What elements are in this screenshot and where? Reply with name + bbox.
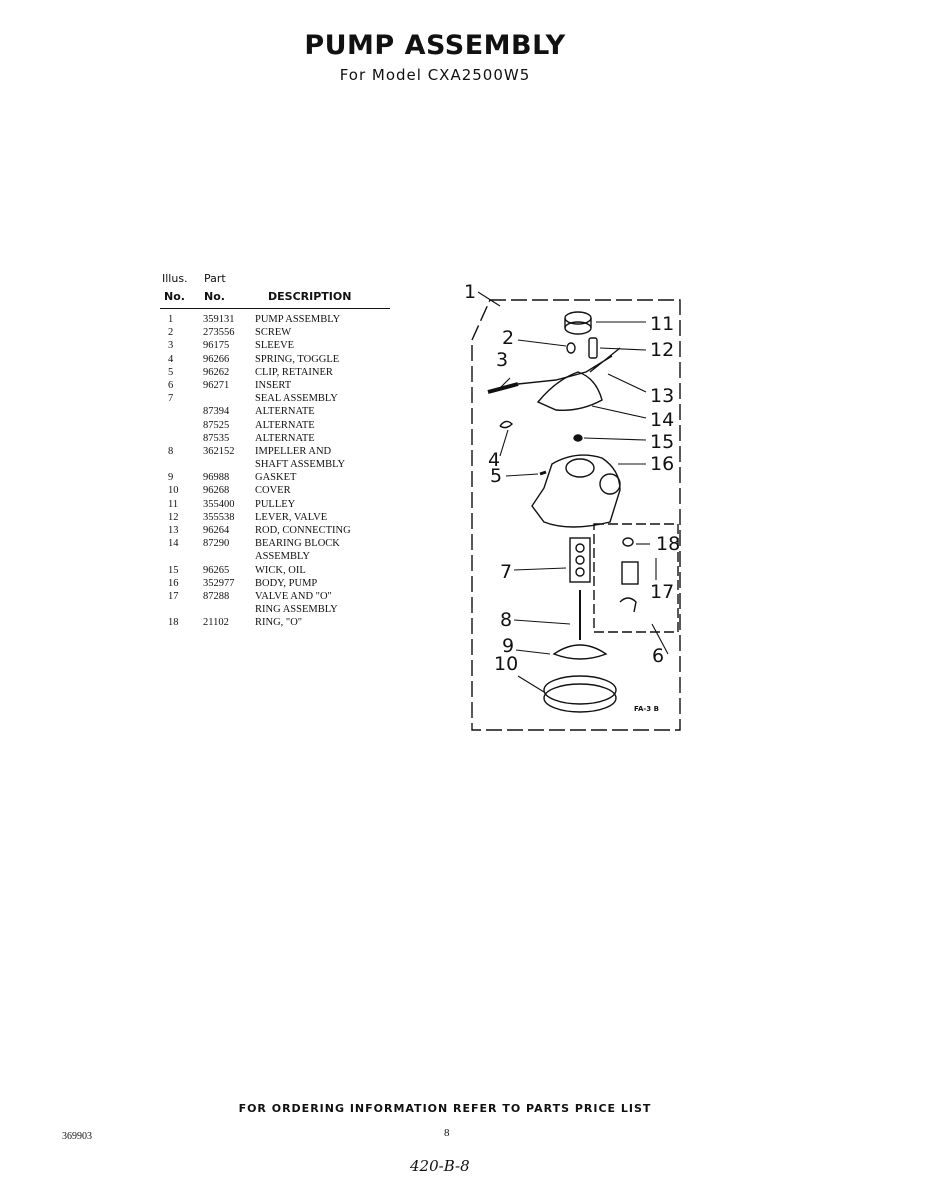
page-number: 8 — [444, 1127, 450, 1139]
table-row — [160, 393, 390, 406]
page-title: PUMP ASSEMBLY — [304, 30, 566, 61]
table-row — [160, 472, 390, 485]
table-row — [160, 420, 390, 433]
item-number: 6 — [168, 379, 174, 391]
item-number: 3 — [168, 340, 174, 352]
item-number: 12 — [168, 511, 179, 523]
valve-lever-icon — [589, 338, 597, 358]
table-row — [160, 354, 390, 367]
part-number: 96264 — [203, 525, 230, 536]
part-number: 352977 — [203, 577, 235, 589]
item-number: 7 — [168, 393, 174, 405]
callout-4: 4 — [488, 449, 501, 471]
table-row — [160, 525, 390, 538]
part-number: 96266 — [203, 353, 230, 365]
table-row — [160, 551, 390, 564]
item-number: 9 — [168, 472, 174, 484]
part-number: 355400 — [203, 498, 235, 510]
part-number: 96262 — [203, 366, 230, 378]
header-description: DESCRIPTION — [268, 290, 352, 303]
part-number: 96988 — [203, 472, 230, 484]
cover-icon — [544, 676, 616, 712]
part-description: ALTERNATE — [255, 432, 315, 444]
part-description: LEVER, VALVE — [255, 511, 328, 523]
item-number: 17 — [168, 590, 179, 602]
callout-17: 17 — [650, 581, 675, 603]
screw-icon — [567, 343, 575, 353]
part-number: 96175 — [203, 340, 230, 352]
part-number: 96271 — [203, 379, 230, 391]
toggle-spring-icon — [500, 421, 512, 427]
table-row — [160, 565, 390, 578]
part-description: SLEEVE — [255, 340, 295, 352]
part-description: IMPELLER AND — [255, 445, 332, 457]
exploded-parts-diagram — [460, 280, 700, 740]
header-part-no: No. — [204, 290, 225, 303]
part-description: GASKET — [255, 472, 297, 484]
part-number: 96265 — [203, 564, 230, 576]
table-row — [160, 485, 390, 498]
item-number: 13 — [168, 525, 179, 536]
callout-5: 5 — [490, 465, 503, 487]
part-description: BEARING BLOCK — [255, 538, 340, 550]
callout-10: 10 — [494, 653, 519, 675]
table-row — [160, 512, 390, 525]
item-number: 14 — [168, 538, 179, 550]
header-rule — [160, 308, 390, 309]
item-number: 2 — [168, 327, 174, 339]
part-number: 362152 — [203, 445, 235, 457]
table-row — [160, 617, 390, 630]
connecting-rod-icon — [518, 348, 620, 384]
table-row — [160, 538, 390, 551]
table-row — [160, 327, 390, 340]
part-description: SHAFT ASSEMBLY — [255, 459, 346, 471]
pump-body-icon — [532, 455, 620, 527]
part-description: WICK, OIL — [255, 564, 306, 576]
table-row — [160, 340, 390, 353]
part-number: 355538 — [203, 511, 235, 523]
part-number: 87525 — [203, 419, 230, 431]
handwritten-note: 420-B-8 — [410, 1157, 470, 1175]
impeller-icon — [554, 645, 606, 659]
callout-7: 7 — [500, 561, 513, 583]
header-illus-no: No. — [164, 290, 185, 303]
table-row — [160, 591, 390, 604]
item-number: 4 — [168, 353, 174, 365]
part-number: 87535 — [203, 432, 230, 444]
callout-12: 12 — [650, 339, 675, 361]
callout-16: 16 — [650, 453, 675, 475]
header-part: Part — [204, 272, 226, 285]
item-number: 18 — [168, 617, 179, 629]
table-row — [160, 604, 390, 617]
table-row — [160, 578, 390, 591]
part-number: 87394 — [203, 406, 230, 418]
part-description: SCREW — [255, 327, 292, 339]
callout-13: 13 — [650, 385, 675, 407]
header-illus: Illus. — [162, 272, 188, 285]
part-description: CLIP, RETAINER — [255, 366, 333, 378]
callout-9: 9 — [502, 635, 515, 657]
callout-18: 18 — [656, 533, 681, 555]
table-row — [160, 367, 390, 380]
part-description: INSERT — [255, 379, 292, 391]
callout-11: 11 — [650, 313, 675, 335]
table-row — [160, 499, 390, 512]
item-number: 16 — [168, 577, 179, 589]
table-row — [160, 380, 390, 393]
page-subtitle: For Model CXA2500W5 — [339, 66, 531, 84]
seal-assembly-icon — [570, 538, 590, 582]
callout-8: 8 — [500, 609, 513, 631]
callout-3: 3 — [496, 349, 509, 371]
item-number: 8 — [168, 445, 174, 457]
part-description: BODY, PUMP — [255, 577, 318, 589]
part-number: 359131 — [203, 314, 235, 325]
part-description: SPRING, TOGGLE — [255, 353, 340, 365]
part-number: 273556 — [203, 327, 235, 339]
ordering-note: FOR ORDERING INFORMATION REFER TO PARTS PRICE LIST — [238, 1102, 652, 1115]
item-number: 15 — [168, 564, 179, 576]
callout-14: 14 — [650, 409, 675, 431]
table-row — [160, 433, 390, 446]
document-code: 369903 — [62, 1131, 92, 1142]
part-description: RING, "O" — [255, 617, 303, 629]
oil-wick-icon — [574, 435, 582, 441]
callout-15: 15 — [650, 431, 675, 453]
item-number: 10 — [168, 485, 179, 497]
part-number: 21102 — [203, 617, 229, 629]
insert-icon — [620, 598, 636, 612]
part-description: RING ASSEMBLY — [255, 604, 338, 616]
retainer-clip-icon — [540, 472, 546, 474]
parts-rows — [160, 314, 390, 631]
part-number: 87288 — [203, 590, 230, 602]
part-number: 96268 — [203, 485, 230, 497]
valve-o-ring-icon — [622, 562, 638, 584]
part-description: PUMP ASSEMBLY — [255, 314, 341, 325]
callout-6: 6 — [652, 645, 665, 667]
pulley-icon — [565, 312, 591, 334]
o-ring-icon — [623, 538, 633, 546]
table-row — [160, 446, 390, 459]
part-description: PULLEY — [255, 498, 296, 510]
part-description: ALTERNATE — [255, 406, 315, 418]
callout-1: 1 — [464, 281, 477, 303]
callout-2: 2 — [502, 327, 515, 349]
item-number: 1 — [168, 314, 174, 325]
part-description: ASSEMBLY — [255, 551, 310, 563]
table-row — [160, 459, 390, 472]
bearing-block-icon — [538, 372, 602, 410]
part-description: SEAL ASSEMBLY — [255, 393, 338, 405]
part-number: 87290 — [203, 538, 230, 550]
table-row — [160, 314, 390, 327]
figure-code: FA-3 B — [634, 705, 659, 713]
table-row — [160, 406, 390, 419]
part-description: ALTERNATE — [255, 419, 315, 431]
part-description: ROD, CONNECTING — [255, 525, 351, 536]
item-number: 11 — [168, 498, 179, 510]
item-number: 5 — [168, 366, 174, 378]
part-description: VALVE AND "O" — [255, 590, 332, 602]
part-description: COVER — [255, 485, 291, 497]
